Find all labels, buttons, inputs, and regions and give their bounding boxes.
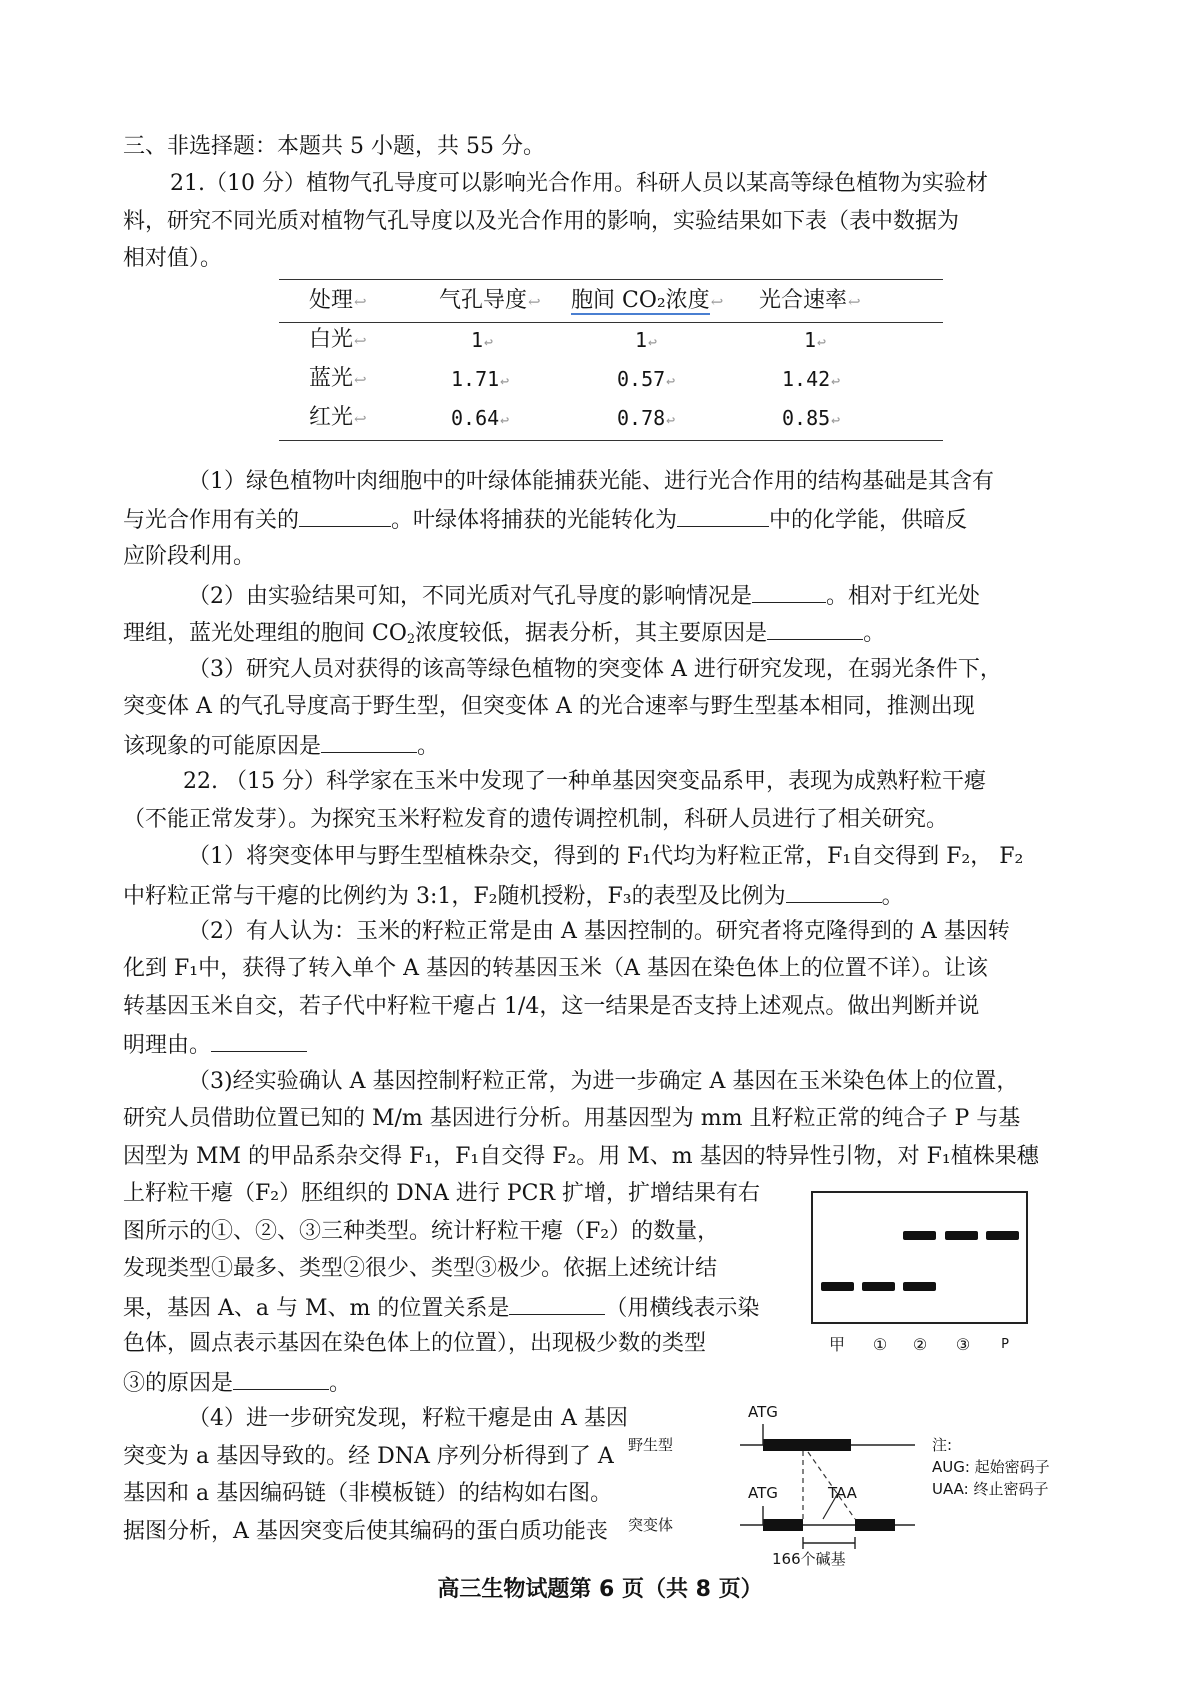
q22-part1-line-1: （1）将突变体甲与野生型植株杂交，得到的 F₁代均为籽粒正常，F₁自交得到 F₂， F₂ <box>188 844 1024 869</box>
gel-electrophoresis-figure <box>811 1191 1028 1324</box>
table-row-label: 红光↩ <box>309 405 367 430</box>
table-bottom-rule <box>279 440 943 441</box>
q21-intro-line-1: 21.（10 分）植物气孔导度可以影响光合作用。科研人员以某高等绿色植物为实验材 <box>170 171 988 196</box>
table-row-label: 白光↩ <box>309 327 367 352</box>
table-cell: 0.78↩ <box>617 406 676 430</box>
q22-part4-line-2: 突变为 a 基因导致的。经 DNA 序列分析得到了 A <box>123 1444 614 1469</box>
q21-part3-line-3: 该现象的可能原因是 。 <box>123 728 439 764</box>
q22-part2-line-2: 化到 F₁中，获得了转入单个 A 基因的转基因玉米（A 基因在染色体上的位置不详）。让该 <box>123 956 988 981</box>
q21-part2-line-1: （2）由实验结果可知，不同光质对气孔导度的影响情况是 。相对于红光处 <box>188 578 980 614</box>
table-header-cell: 胞间 CO₂浓度↩ <box>571 288 724 313</box>
wild-type-label: 野生型 <box>628 1436 674 1454</box>
gel-lane-label: ③ <box>955 1335 971 1354</box>
q21-part1-line-3: 应阶段利用。 <box>123 544 256 569</box>
q22-part3-line-8: 色体，圆点表示基因在染色体上的位置），出现极少数的类型 <box>123 1331 707 1356</box>
atg-top-label: ATG <box>748 1403 778 1421</box>
q22-part2-line-3: 转基因玉米自交，若子代中籽粒干瘪占 1/4，这一结果是否支持上述观点。做出判断并说 <box>123 994 980 1019</box>
q22-part4-line-4: 据图分析，A 基因突变后使其编码的蛋白质功能丧 <box>123 1519 608 1544</box>
gel-band-lane-p-upper <box>986 1231 1019 1240</box>
mutant-exon-2 <box>855 1519 895 1531</box>
q21-intro-line-3: 相对值）。 <box>123 246 223 271</box>
mutant-exon-1 <box>763 1519 803 1531</box>
answer-blank[interactable] <box>299 502 391 527</box>
gel-band-lane-2-lower <box>903 1282 936 1291</box>
table-header-cell: 气孔导度↩ <box>439 288 541 313</box>
gel-band-lane-2-upper <box>903 1231 936 1240</box>
q21-part2-line-2: 理组，蓝光处理组的胞间 $CO_2$浓度较低，据表分析，其主要原因是 。 <box>123 615 885 651</box>
q22-part1-line-2: 中籽粒正常与干瘪的比例约为 3:1，F₂随机授粉，F₃的表型及比例为 。 <box>123 878 904 914</box>
q22-part3-line-5: 图所示的①、②、③三种类型。统计籽粒干瘪（F₂）的数量， <box>123 1219 720 1244</box>
q21-part3-line-2: 突变体 A 的气孔导度高于野生型，但突变体 A 的光合速率与野生型基本相同，推测出现 <box>123 694 975 719</box>
note-stop-codon: UAA: 终止密码子 <box>932 1480 1049 1498</box>
gel-band-lane-1-lower <box>862 1282 895 1291</box>
answer-blank[interactable] <box>677 502 769 527</box>
wild-type-exon <box>763 1439 851 1451</box>
q22-part3-line-7: 果，基因 A、a 与 M、m 的位置关系是 （用横线表示染 <box>123 1290 759 1326</box>
q22-intro-line-2: （不能正常发芽）。为探究玉米籽粒发育的遗传调控机制，科研人员进行了相关研究。 <box>123 807 949 832</box>
q22-part3-line-4: 上籽粒干瘪（F₂）胚组织的 DNA 进行 PCR 扩增，扩增结果有右 <box>123 1181 761 1206</box>
table-cell: 1↩ <box>471 328 494 352</box>
gel-lane-label: ② <box>912 1335 928 1354</box>
table-cell: 0.64↩ <box>451 406 510 430</box>
gel-lane-label: ① <box>872 1335 888 1354</box>
q22-part3-line-6: 发现类型①最多、类型②很少、类型③极少。依据上述统计结 <box>123 1256 718 1281</box>
mutant-label: 突变体 <box>628 1516 674 1534</box>
table-cell: 1↩ <box>635 328 658 352</box>
page-footer: 高三生物试题第 6 页（共 8 页） <box>437 1577 763 1602</box>
table-cell: 1.42↩ <box>782 367 841 391</box>
answer-blank[interactable] <box>509 1290 605 1315</box>
table-header-cell: 光合速率↩ <box>759 288 861 313</box>
gel-lane-label: P <box>1001 1337 1009 1352</box>
table-header-rule <box>279 322 943 323</box>
q22-part3-line-3: 因型为 MM 的甲品系杂交得 F₁，F₁自交得 F₂。用 M、m 基因的特异性引物，对 F₁植株果穗 <box>123 1144 1039 1169</box>
answer-blank[interactable] <box>321 728 417 753</box>
q22-part3-line-2: 研究人员借助位置已知的 M/m 基因进行分析。用基因型为 mm 且籽粒正常的纯合子 P 与基 <box>123 1106 1021 1131</box>
note-title: 注: <box>932 1436 953 1454</box>
table-top-rule <box>279 279 943 280</box>
q22-part3-line-1: （3)经实验确认 A 基因控制籽粒正常，为进一步确定 A 基因在玉米染色体上的位置， <box>188 1069 1019 1094</box>
q21-intro-line-2: 料，研究不同光质对植物气孔导度以及光合作用的影响，实验结果如下表（表中数据为 <box>123 209 960 234</box>
gel-band-lane-jia-lower <box>821 1282 854 1291</box>
gel-band-lane-3-upper <box>945 1231 978 1240</box>
table-row-label: 蓝光↩ <box>309 366 367 391</box>
table-header-cell: 处理↩ <box>309 288 367 313</box>
q22-part3-line-9: ③的原因是 。 <box>123 1365 351 1401</box>
answer-blank[interactable] <box>752 578 826 603</box>
section-header: 三、非选择题：本题共 5 小题，共 55 分。 <box>123 134 545 159</box>
note-start-codon: AUG: 起始密码子 <box>932 1458 1050 1476</box>
answer-blank[interactable] <box>786 878 882 903</box>
answer-blank[interactable] <box>767 615 863 640</box>
q21-part3-line-1: （3）研究人员对获得的该高等绿色植物的突变体 A 进行研究发现，在弱光条件下， <box>188 657 1002 682</box>
q22-part2-line-4: 明理由。 <box>123 1027 307 1063</box>
answer-blank[interactable] <box>233 1365 329 1390</box>
table-cell: 1.71↩ <box>451 367 510 391</box>
table-cell: 1↩ <box>804 328 827 352</box>
atg-bottom-label: ATG <box>748 1484 778 1502</box>
q21-part1-line-2: 与光合作用有关的 。叶绿体将捕获的光能转化为 中的化学能，供暗反 <box>123 502 967 538</box>
gel-lane-label: 甲 <box>828 1335 845 1354</box>
q22-part2-line-1: （2）有人认为：玉米的籽粒正常是由 A 基因控制的。研究者将克隆得到的 A 基因转 <box>188 919 1010 944</box>
q21-part1-line-1: （1）绿色植物叶肉细胞中的叶绿体能捕获光能、进行光合作用的结构基础是其含有 <box>188 469 994 494</box>
q22-part4-line-1: （4）进一步研究发现，籽粒干瘪是由 A 基因 <box>188 1406 628 1431</box>
q22-intro-line-1: 22. （15 分）科学家在玉米中发现了一种单基因突变品系甲，表现为成熟籽粒干瘪 <box>183 769 986 794</box>
answer-blank[interactable] <box>211 1027 307 1052</box>
q22-part4-line-3: 基因和 a 基因编码链（非模板链）的结构如右图。 <box>123 1481 613 1506</box>
taa-label: TAA <box>828 1484 857 1502</box>
table-cell: 0.57↩ <box>617 367 676 391</box>
table-cell: 0.85↩ <box>782 406 841 430</box>
bases-count-label: 166个碱基 <box>772 1550 846 1568</box>
